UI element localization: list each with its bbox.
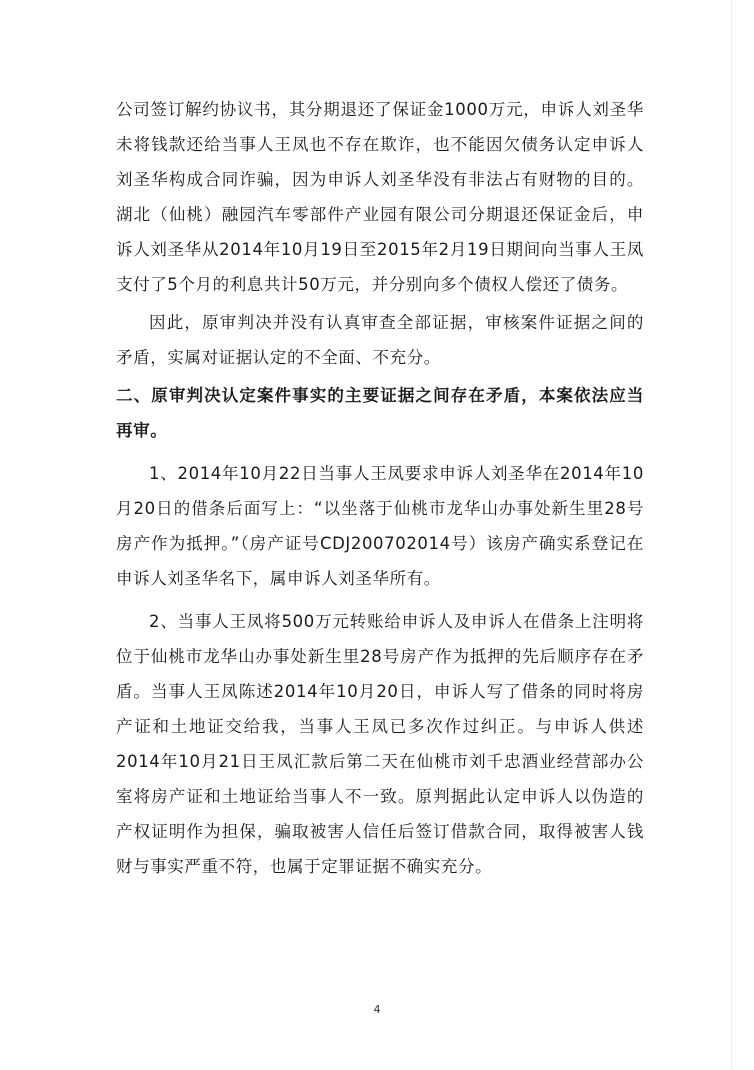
section-heading-2: 二、原审判决认定案件事实的主要证据之间存在矛盾，本案依法应当再审。: [116, 386, 644, 440]
page-number: 4: [373, 1003, 381, 1016]
scan-edge-line: [731, 0, 732, 1070]
paragraph-item-1: 1、2014年10月22日当事人王凤要求申诉人刘圣华在2014年10月20日的借条后面写上：“以坐落于仙桃市龙华山办事处新生里28号房产作为抵押。”（房产证号CDJ200702014号）该房产确实系登记在申诉人刘圣华名下，属申诉人刘圣华所有。: [116, 464, 644, 588]
paragraph-continuation: 公司签订解约协议书，其分期退还了保证金1000万元，申诉人刘圣华未将钱款还给当事人王凤也不存在欺诈，也不能因欠债务认定申诉人刘圣华构成合同诈骗，因为申诉人刘圣华没有非法占有财物的目的。湖北（仙桃）融园汽车零部件产业园有限公司分期退还保证金后，申诉人刘圣华从2014年10月19日至2015年2月19日期间向当事人王凤支付了5个月的利息共计50万元，并分别向多个债权人偿还了债务。: [116, 100, 644, 294]
paragraph-conclusion: 因此，原审判决并没有认真审查全部证据，审核案件证据之间的矛盾，实属对证据认定的不全面、不充分。: [116, 313, 644, 367]
paragraph-item-2: 2、当事人王凤将500万元转账给申诉人及申诉人在借条上注明将位于仙桃市龙华山办事处新生里28号房产作为抵押的先后顺序存在矛盾。当事人王凤陈述2014年10月20日，申诉人写了借条的同时将房产证和土地证交给我，当事人王凤已多次作过纠正。与申诉人供述2014年10月21日王凤汇款后第二天在仙桃市刘千忠酒业经营部办公室将房产证和土地证给当事人不一致。原判据此认定申诉人以伪造的产权证明作为担保，骗取被害人信任后签订借款合同，取得被害人钱财与事实严重不符，也属于定罪证据不确实充分。: [116, 612, 644, 876]
